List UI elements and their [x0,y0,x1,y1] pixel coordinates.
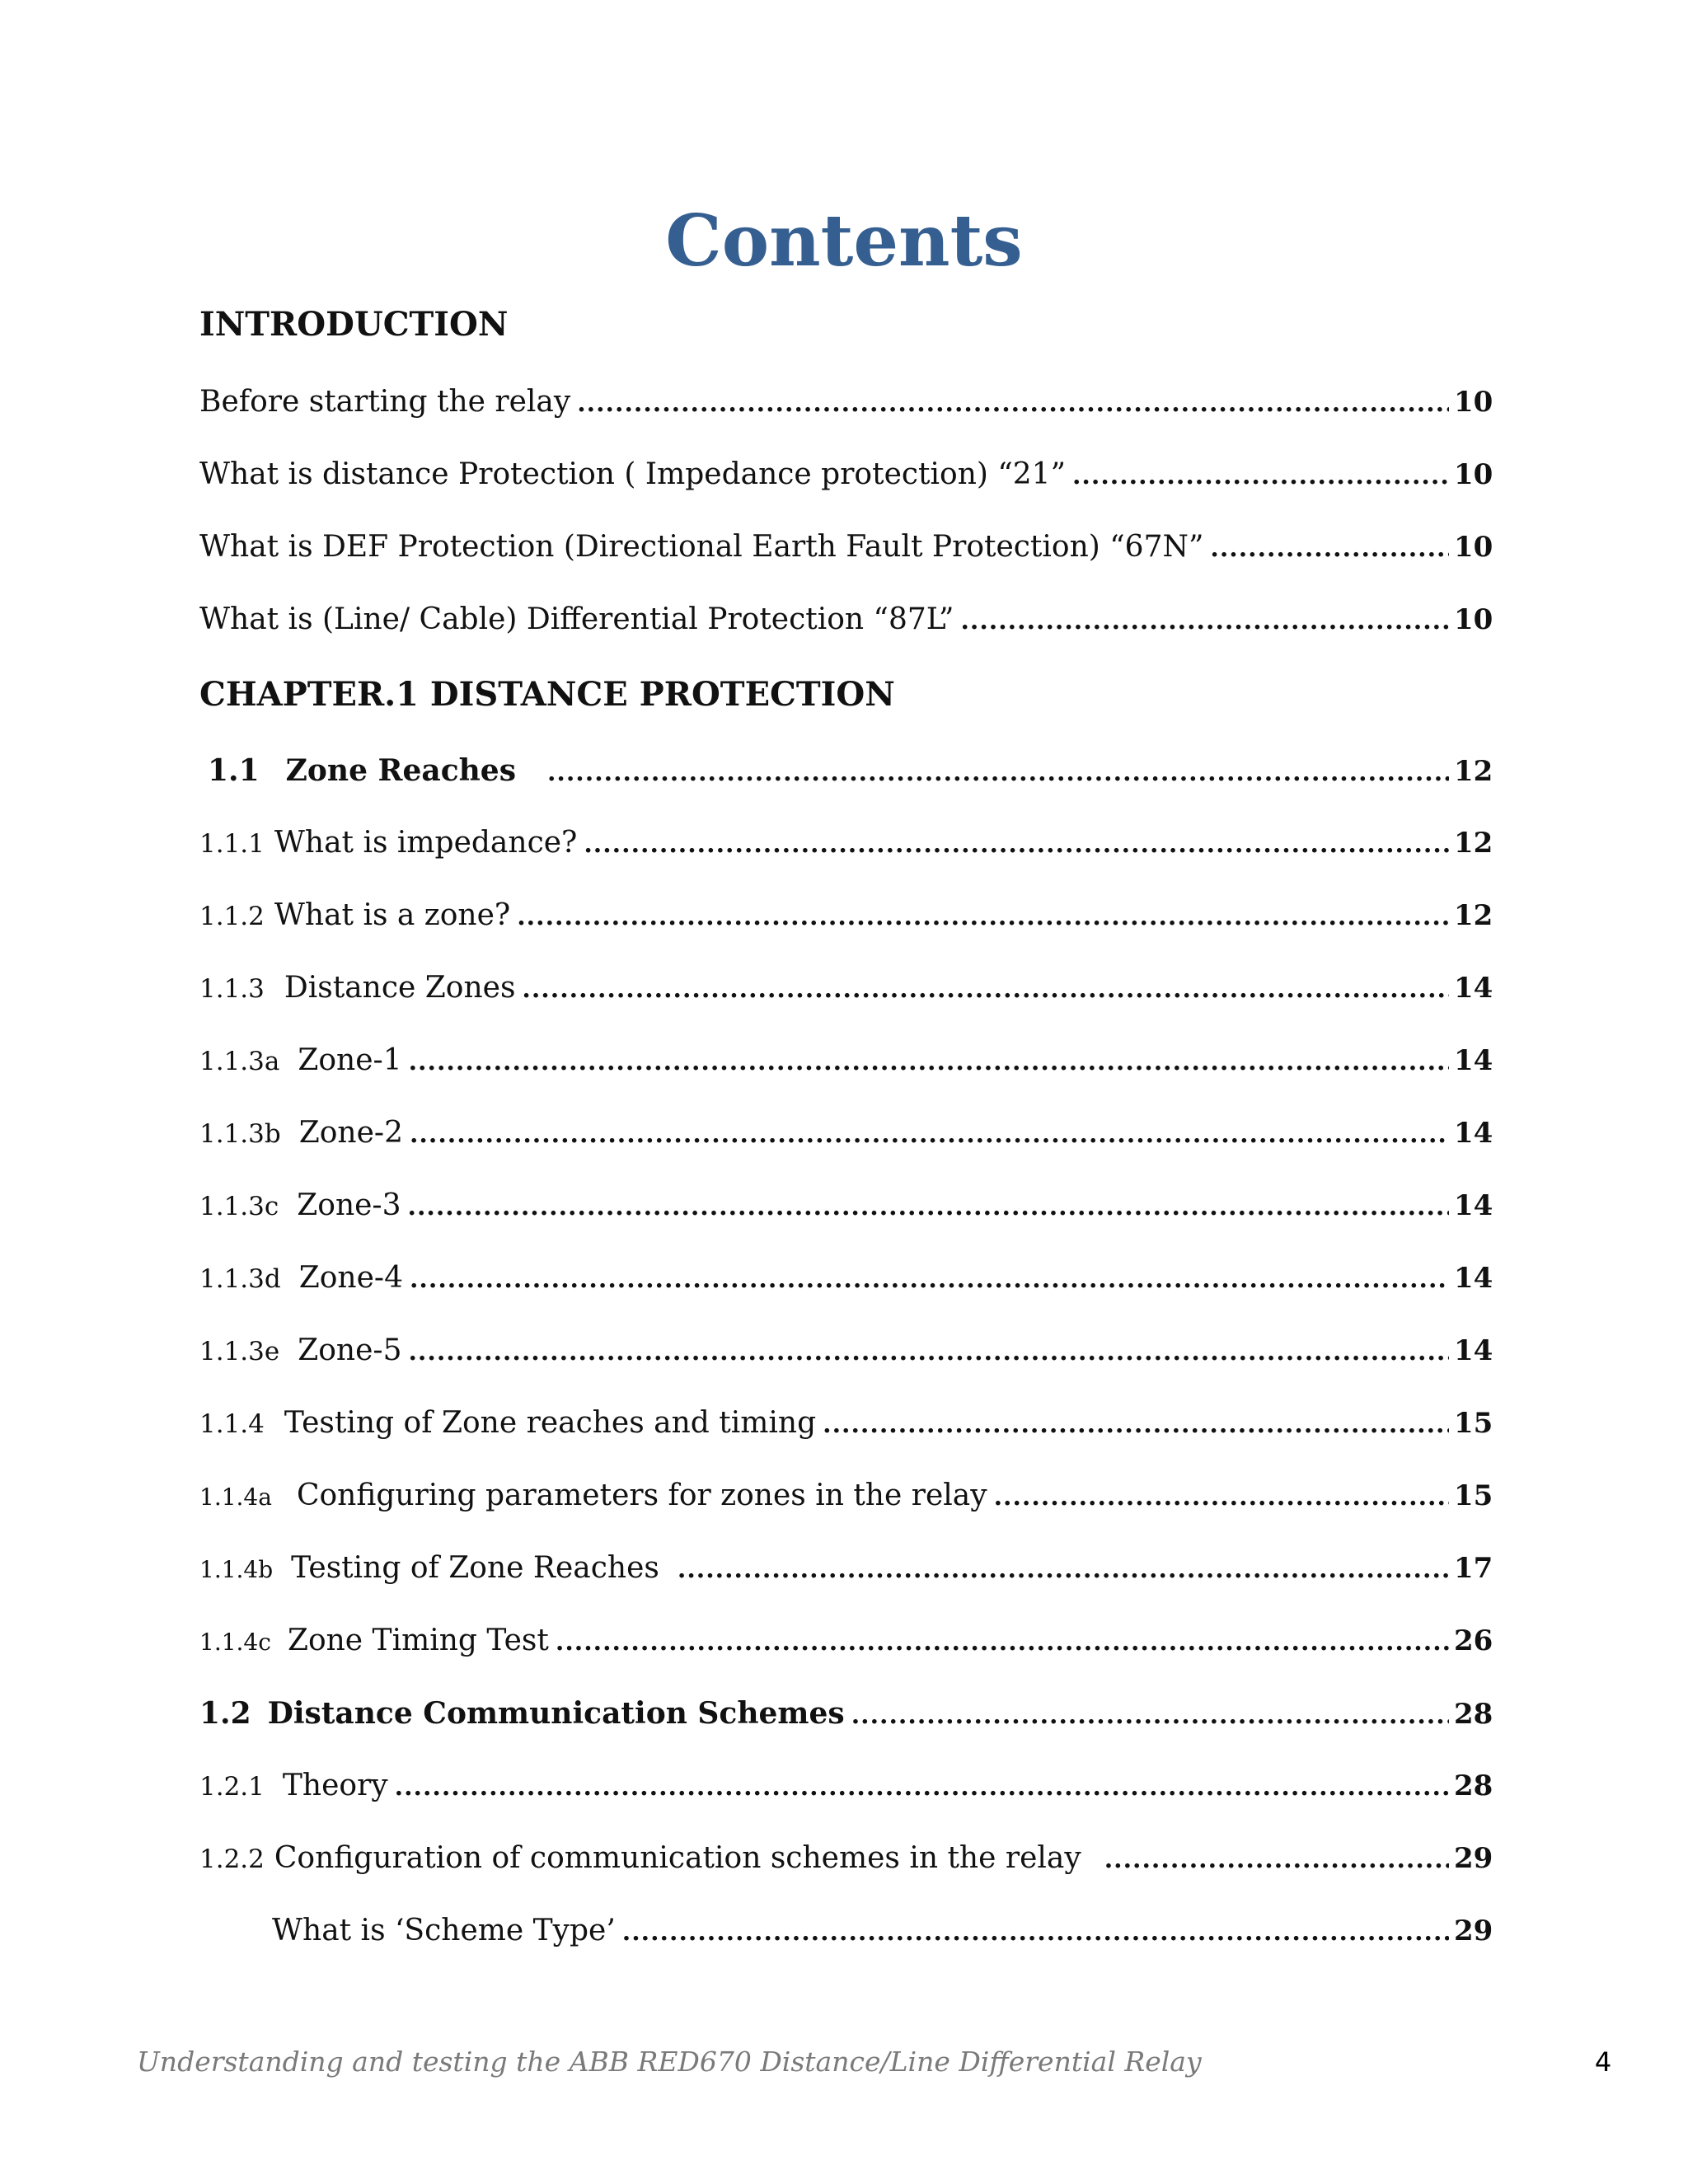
toc-entry-number: 1.2.2 [199,1844,265,1874]
contents-title: Contents [665,199,1023,283]
toc-page-number: 17 [1454,1552,1493,1585]
toc-entry-1-2-2[interactable] [199,1834,1493,1883]
toc-entry-text: What is impedance? [274,826,578,860]
toc-page-number: 14 [1454,1334,1493,1367]
dot-leader [410,1110,1449,1160]
toc-page-number: 28 [1454,1769,1493,1802]
toc-page-number: 28 [1454,1698,1493,1731]
footer-page-number: 4 [1594,2046,1612,2078]
toc-page-number: 14 [1454,972,1493,1005]
dot-leader [408,1183,1450,1232]
toc-entry-def-protection[interactable] [199,523,1493,572]
toc-entry-text: Zone Timing Test [287,1624,549,1657]
toc-entry-text: What is (Line/ Cable) Differential Protection “87L” [199,602,954,636]
toc-entry-text: Zone-1 [298,1043,402,1077]
toc-entry-text: Theory [282,1769,388,1802]
dot-leader [1210,524,1449,574]
dot-leader [1072,452,1449,501]
toc-entry-number: 1.1.4a [199,1483,272,1511]
toc-entry-1-1-3e[interactable] [199,1326,1493,1376]
toc-page-number: 12 [1454,899,1493,932]
dot-leader [556,1618,1449,1667]
toc-page-number: 12 [1454,755,1493,788]
toc-entry-1-1-4b[interactable] [199,1544,1493,1593]
toc-page-number: 10 [1454,603,1493,636]
toc-entry-text: What is distance Protection ( Impedance protection) “21” [199,457,1066,491]
dot-leader [994,1473,1449,1522]
footer-document-title: Understanding and testing the ABB RED670 Distance/Line Differential Relay [137,2046,1202,2078]
toc-entry-1-1-3[interactable] [199,963,1493,1013]
toc-entry-text: Before starting the relay [199,385,571,419]
dot-leader [577,379,1449,429]
toc-entry-text: Zone-3 [297,1188,401,1222]
toc-page-number: 10 [1454,531,1493,564]
toc-page-number: 26 [1454,1624,1493,1657]
toc-entry-number: 1.2.1 [199,1772,265,1802]
toc-entry-text: Testing of Zone Reaches [291,1551,659,1585]
toc-entry-number: 1.1.1 [199,829,265,859]
dot-leader [395,1763,1449,1812]
toc-entry-1-1-2[interactable] [199,891,1493,940]
toc-page-number: 10 [1454,458,1493,491]
toc-page-number: 29 [1454,1842,1493,1875]
toc-entry-1-1-3c[interactable] [199,1181,1493,1230]
dot-leader [823,1400,1449,1450]
toc-entry-1-2-1[interactable] [199,1761,1493,1811]
toc-entry-text: Configuration of communication schemes in the relay [274,1841,1081,1875]
toc-entry-text: Zone-5 [298,1333,402,1367]
dot-leader [678,1545,1449,1595]
toc-page-number: 14 [1454,1044,1493,1077]
dot-leader [851,1691,1449,1741]
toc-entry-number: 1.1.3e [199,1337,280,1366]
toc-entry-1-1-4[interactable] [199,1399,1493,1448]
toc-entry-1-1-3d[interactable] [199,1254,1493,1303]
toc-entry-scheme-type[interactable] [272,1906,1493,1956]
toc-entry-number: 1.2 [199,1696,251,1731]
toc-page-number: 14 [1454,1189,1493,1222]
dot-leader [409,1038,1449,1087]
toc-entry-text: Distance Communication Schemes [267,1696,845,1731]
toc-entry-number: 1.1.3c [199,1192,279,1221]
toc-entry-number: 1.1.4c [199,1629,271,1656]
toc-page-number: 15 [1454,1407,1493,1440]
toc-entry-text: Configuring parameters for zones in the relay [296,1479,987,1512]
toc-entry-1-1-4c[interactable] [199,1616,1493,1666]
dot-leader [584,820,1449,869]
toc-entry-number: 1.1 [208,753,260,788]
toc-entry-differential-protection[interactable] [199,595,1493,644]
toc-page-number: 12 [1454,827,1493,860]
toc-page-number: 14 [1454,1262,1493,1295]
toc-entry-text: What is a zone? [274,898,511,932]
toc-entry-number: 1.1.3 [199,974,265,1004]
toc-entry-1-1-4a[interactable] [199,1471,1493,1521]
toc-entry-1-2[interactable] [199,1689,1493,1738]
dot-leader [408,1328,1449,1377]
dot-leader [410,1255,1449,1305]
dot-leader [622,1908,1449,1957]
dot-leader [517,893,1449,942]
toc-page-number: 10 [1454,386,1493,419]
section-heading-chapter-1: CHAPTER.1 DISTANCE PROTECTION [199,675,895,714]
toc-entry-text: Distance Zones [284,971,516,1005]
toc-entry-number: 1.1.3b [199,1119,281,1149]
toc-entry-1-1-1[interactable] [199,818,1493,868]
toc-entry-text: What is ‘Scheme Type’ [272,1914,616,1947]
toc-entry-1-1-3a[interactable] [199,1036,1493,1085]
toc-entry-text: Zone-2 [298,1116,403,1150]
toc-page-number: 29 [1454,1915,1493,1947]
toc-entry-text: Zone Reaches [285,753,516,788]
toc-entry-number: 1.1.3a [199,1047,280,1076]
toc-entry-before-starting[interactable] [199,377,1493,427]
dot-leader [547,748,1449,798]
toc-page-number: 15 [1454,1479,1493,1512]
toc-page-number: 14 [1454,1117,1493,1150]
toc-entry-text: Zone-4 [298,1261,403,1295]
section-heading-introduction: INTRODUCTION [199,305,509,344]
dot-leader [960,597,1449,646]
toc-entry-number: 1.1.2 [199,902,265,931]
dot-leader [1104,1835,1449,1885]
dot-leader [522,965,1449,1015]
toc-entry-text: Testing of Zone reaches and timing [284,1406,817,1440]
toc-entry-text: What is DEF Protection (Directional Earth Fault Protection) “67N” [199,530,1204,564]
toc-entry-number: 1.1.3d [199,1264,281,1294]
toc-entry-1-1-3b[interactable] [199,1108,1493,1158]
toc-entry-number: 1.1.4b [199,1556,274,1583]
toc-entry-number: 1.1.4 [199,1409,265,1439]
toc-entry-distance-protection[interactable] [199,450,1493,499]
toc-entry-1-1[interactable] [208,746,1493,795]
